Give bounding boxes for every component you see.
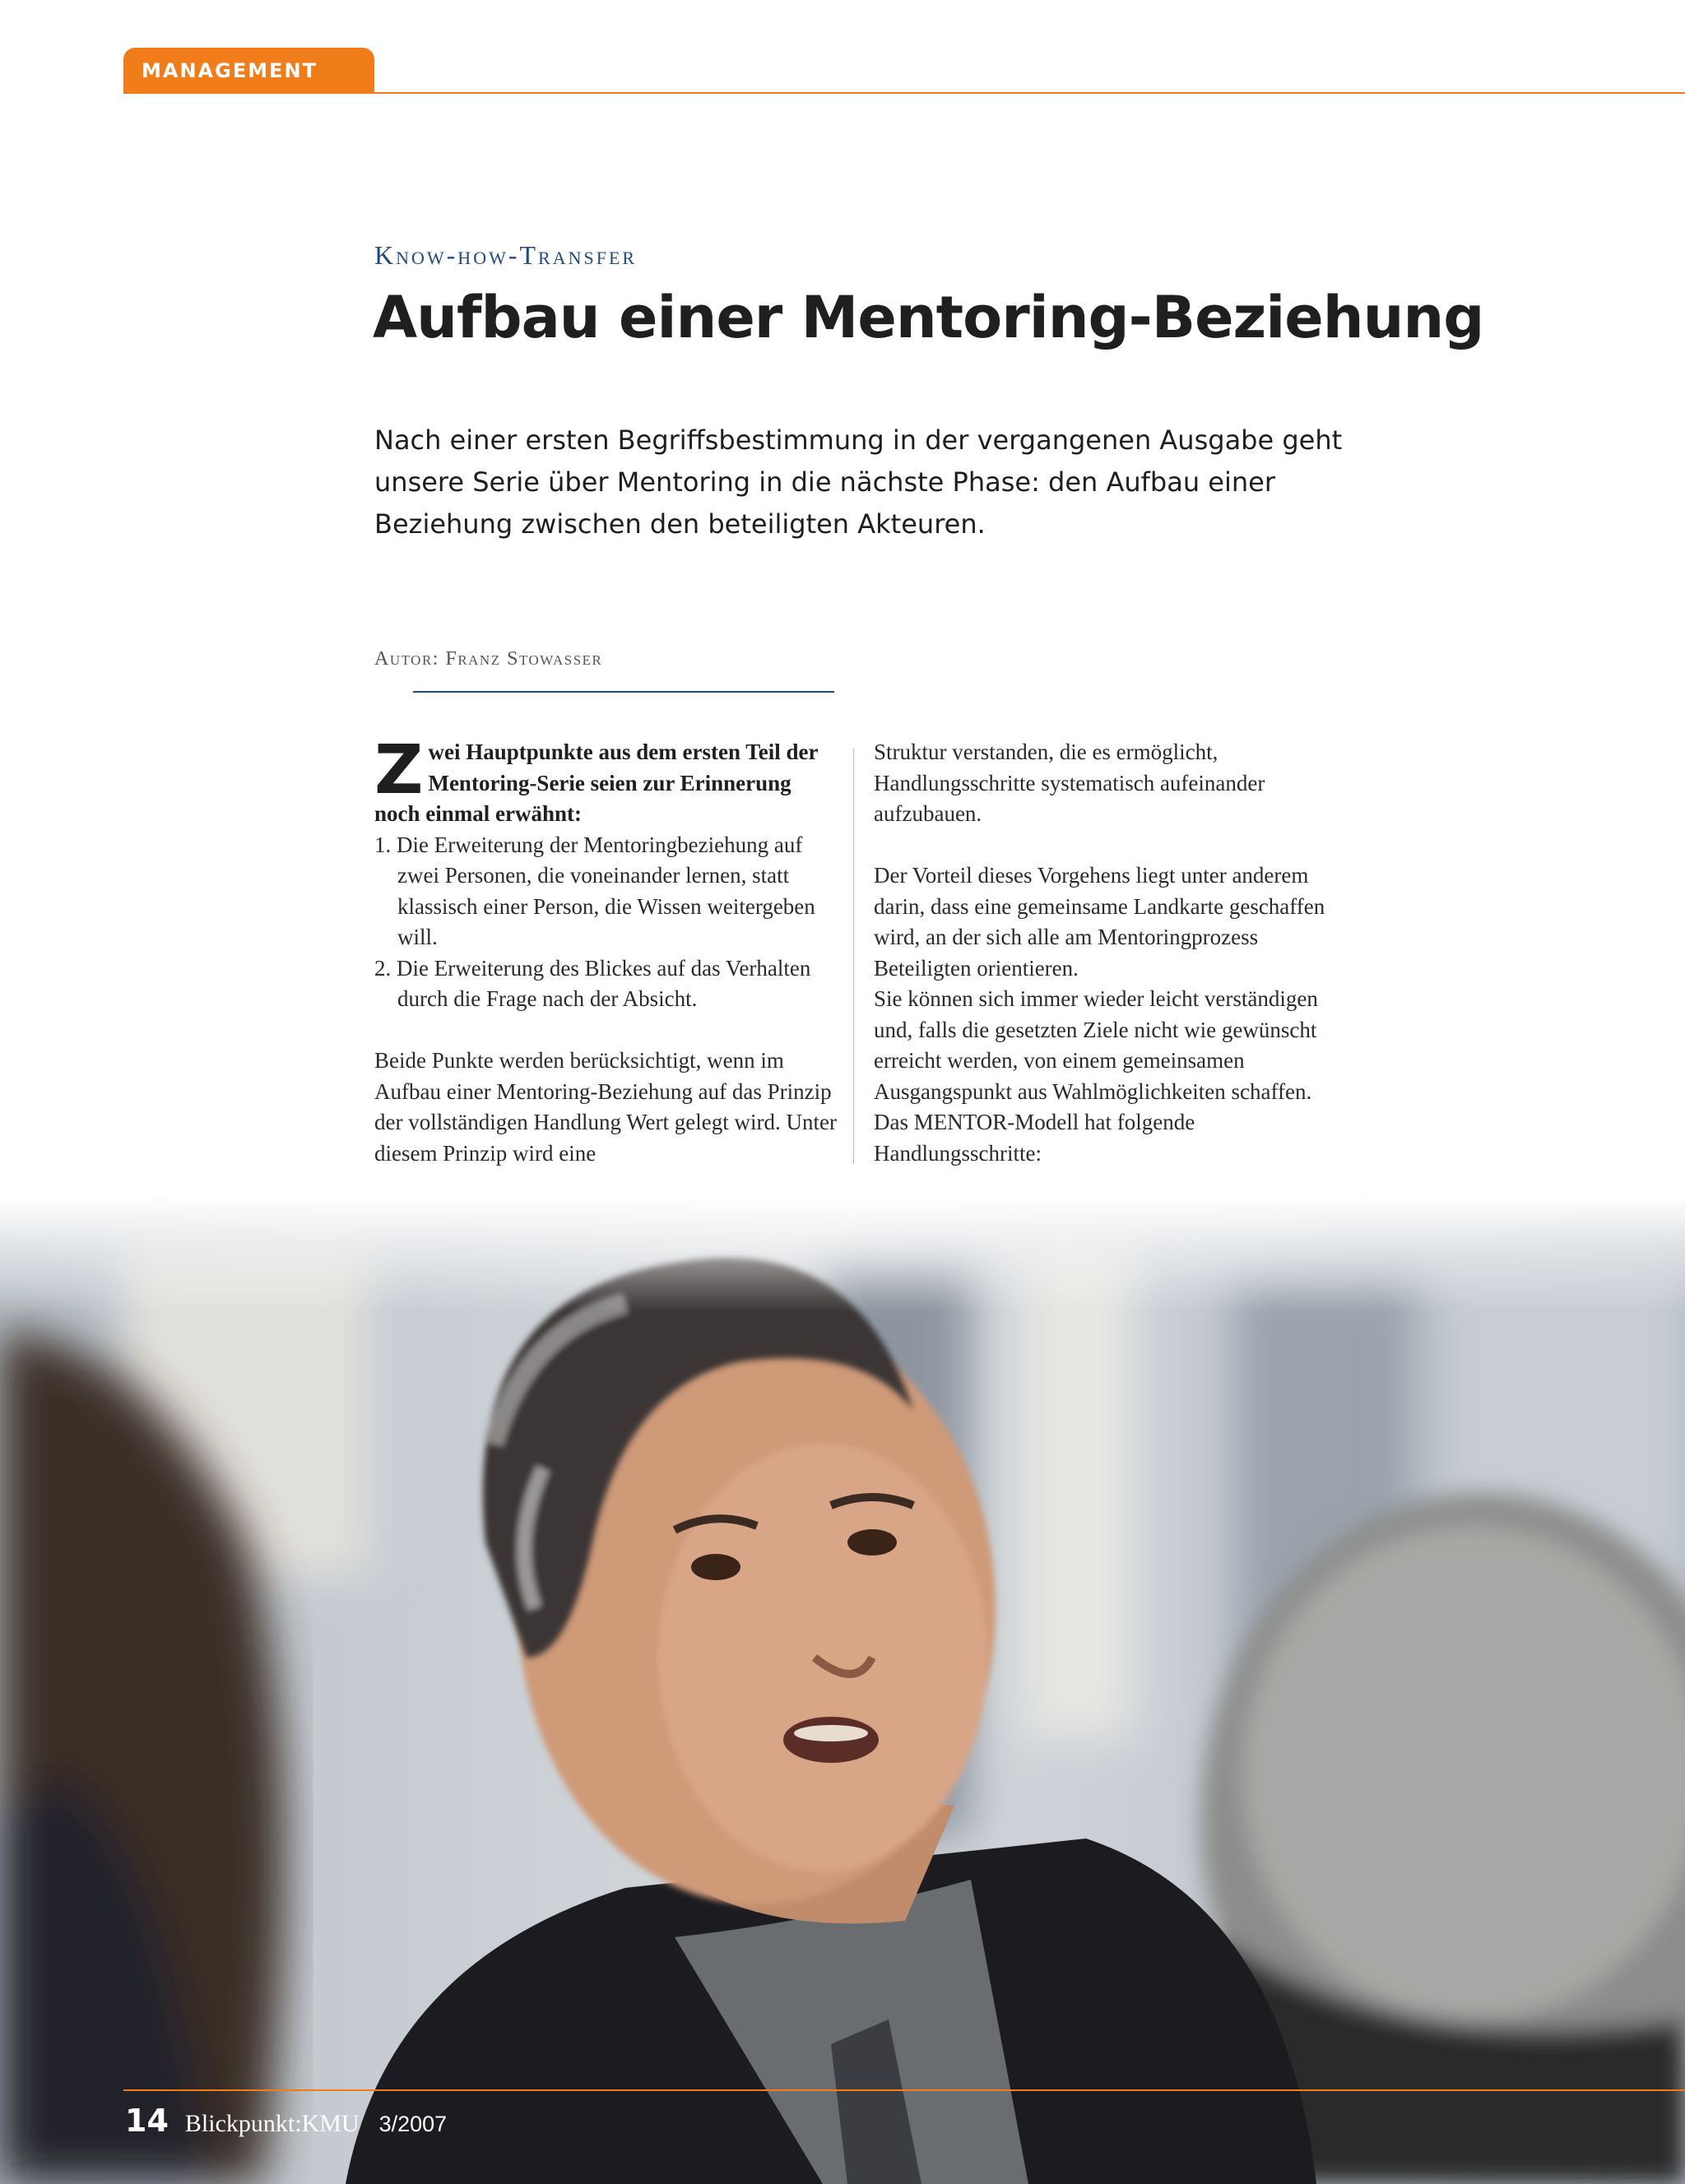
list-item: 2. Die Erweiterung des Blickes auf das Verhalten durch die Frage nach der Absicht. (374, 955, 811, 1011)
points-list (374, 830, 839, 1015)
article-title: Aufbau einer Mentoring-Beziehung (373, 284, 1484, 351)
page-number: 14 (125, 2103, 169, 2139)
article-photo (0, 1197, 1685, 2184)
intro-text: wei Hauptpunkte aus dem ersten Teil der Mentoring-Serie seien zur Erinnerung noch einmal erwähnt: (374, 740, 819, 826)
list-item: 1. Die Erweiterung der Mentoringbeziehung auf zwei Personen, die voneinander lernen, statt klassisch einer Person, die Wissen weitergeben will. (374, 832, 815, 949)
issue-number: 3/2007 (378, 2112, 448, 2136)
intro-paragraph (374, 731, 839, 830)
section-tab (123, 48, 374, 94)
article-lead: Nach einer ersten Begriffsbestimmung in der vergangenen Ausgabe geht unsere Serie über Mentoring in die nächste Phase: den Aufbau einer Beziehung zwischen den beteiligten Akteuren. (374, 424, 1343, 540)
footer-rule (123, 2089, 1685, 2091)
mentoring-photo-illustration (0, 1197, 1685, 2184)
body-paragraph: Sie können sich immer wieder leicht verständigen und, falls die gesetzten Ziele nicht wie gewünscht erreicht werden, von einem gemeinsamen Ausgangspunkt aus Wahlmöglichkeiten schaffen. Das MENTOR-Modell hat folgende Handlungsschritte: (874, 986, 1318, 1166)
section-label: MANAGEMENT (142, 59, 318, 82)
drop-cap: Z (374, 731, 424, 809)
header-rule (374, 92, 1685, 94)
body-paragraph: Struktur verstanden, die es ermöglicht, Handlungsschritte systematisch aufeinander aufzubauen. (874, 740, 1265, 826)
body-column-right (874, 737, 1351, 1169)
body-column-left (374, 731, 839, 1169)
column-divider (853, 749, 854, 1164)
body-paragraph: Der Vorteil dieses Vorgehens liegt unter anderem darin, dass eine gemeinsame Landkarte geschaffen wird, an der sich alle am Mentoringprozess Beteiligten orientieren. (874, 863, 1325, 981)
article-kicker: Know-how-Transfer (374, 240, 638, 270)
photo-top-fade (0, 1197, 1685, 1312)
page-footer (125, 2103, 447, 2139)
author-byline: Autor: Franz Stowasser (374, 648, 603, 670)
byline-rule (413, 691, 834, 693)
magazine-name: Blickpunkt:KMU (184, 2110, 360, 2137)
body-paragraph: Beide Punkte werden berücksichtigt, wenn im Aufbau einer Mentoring-Beziehung auf das Prinzip der vollständigen Handlung Wert gelegt wird. Unter diesem Prinzip wird eine (374, 1048, 837, 1166)
